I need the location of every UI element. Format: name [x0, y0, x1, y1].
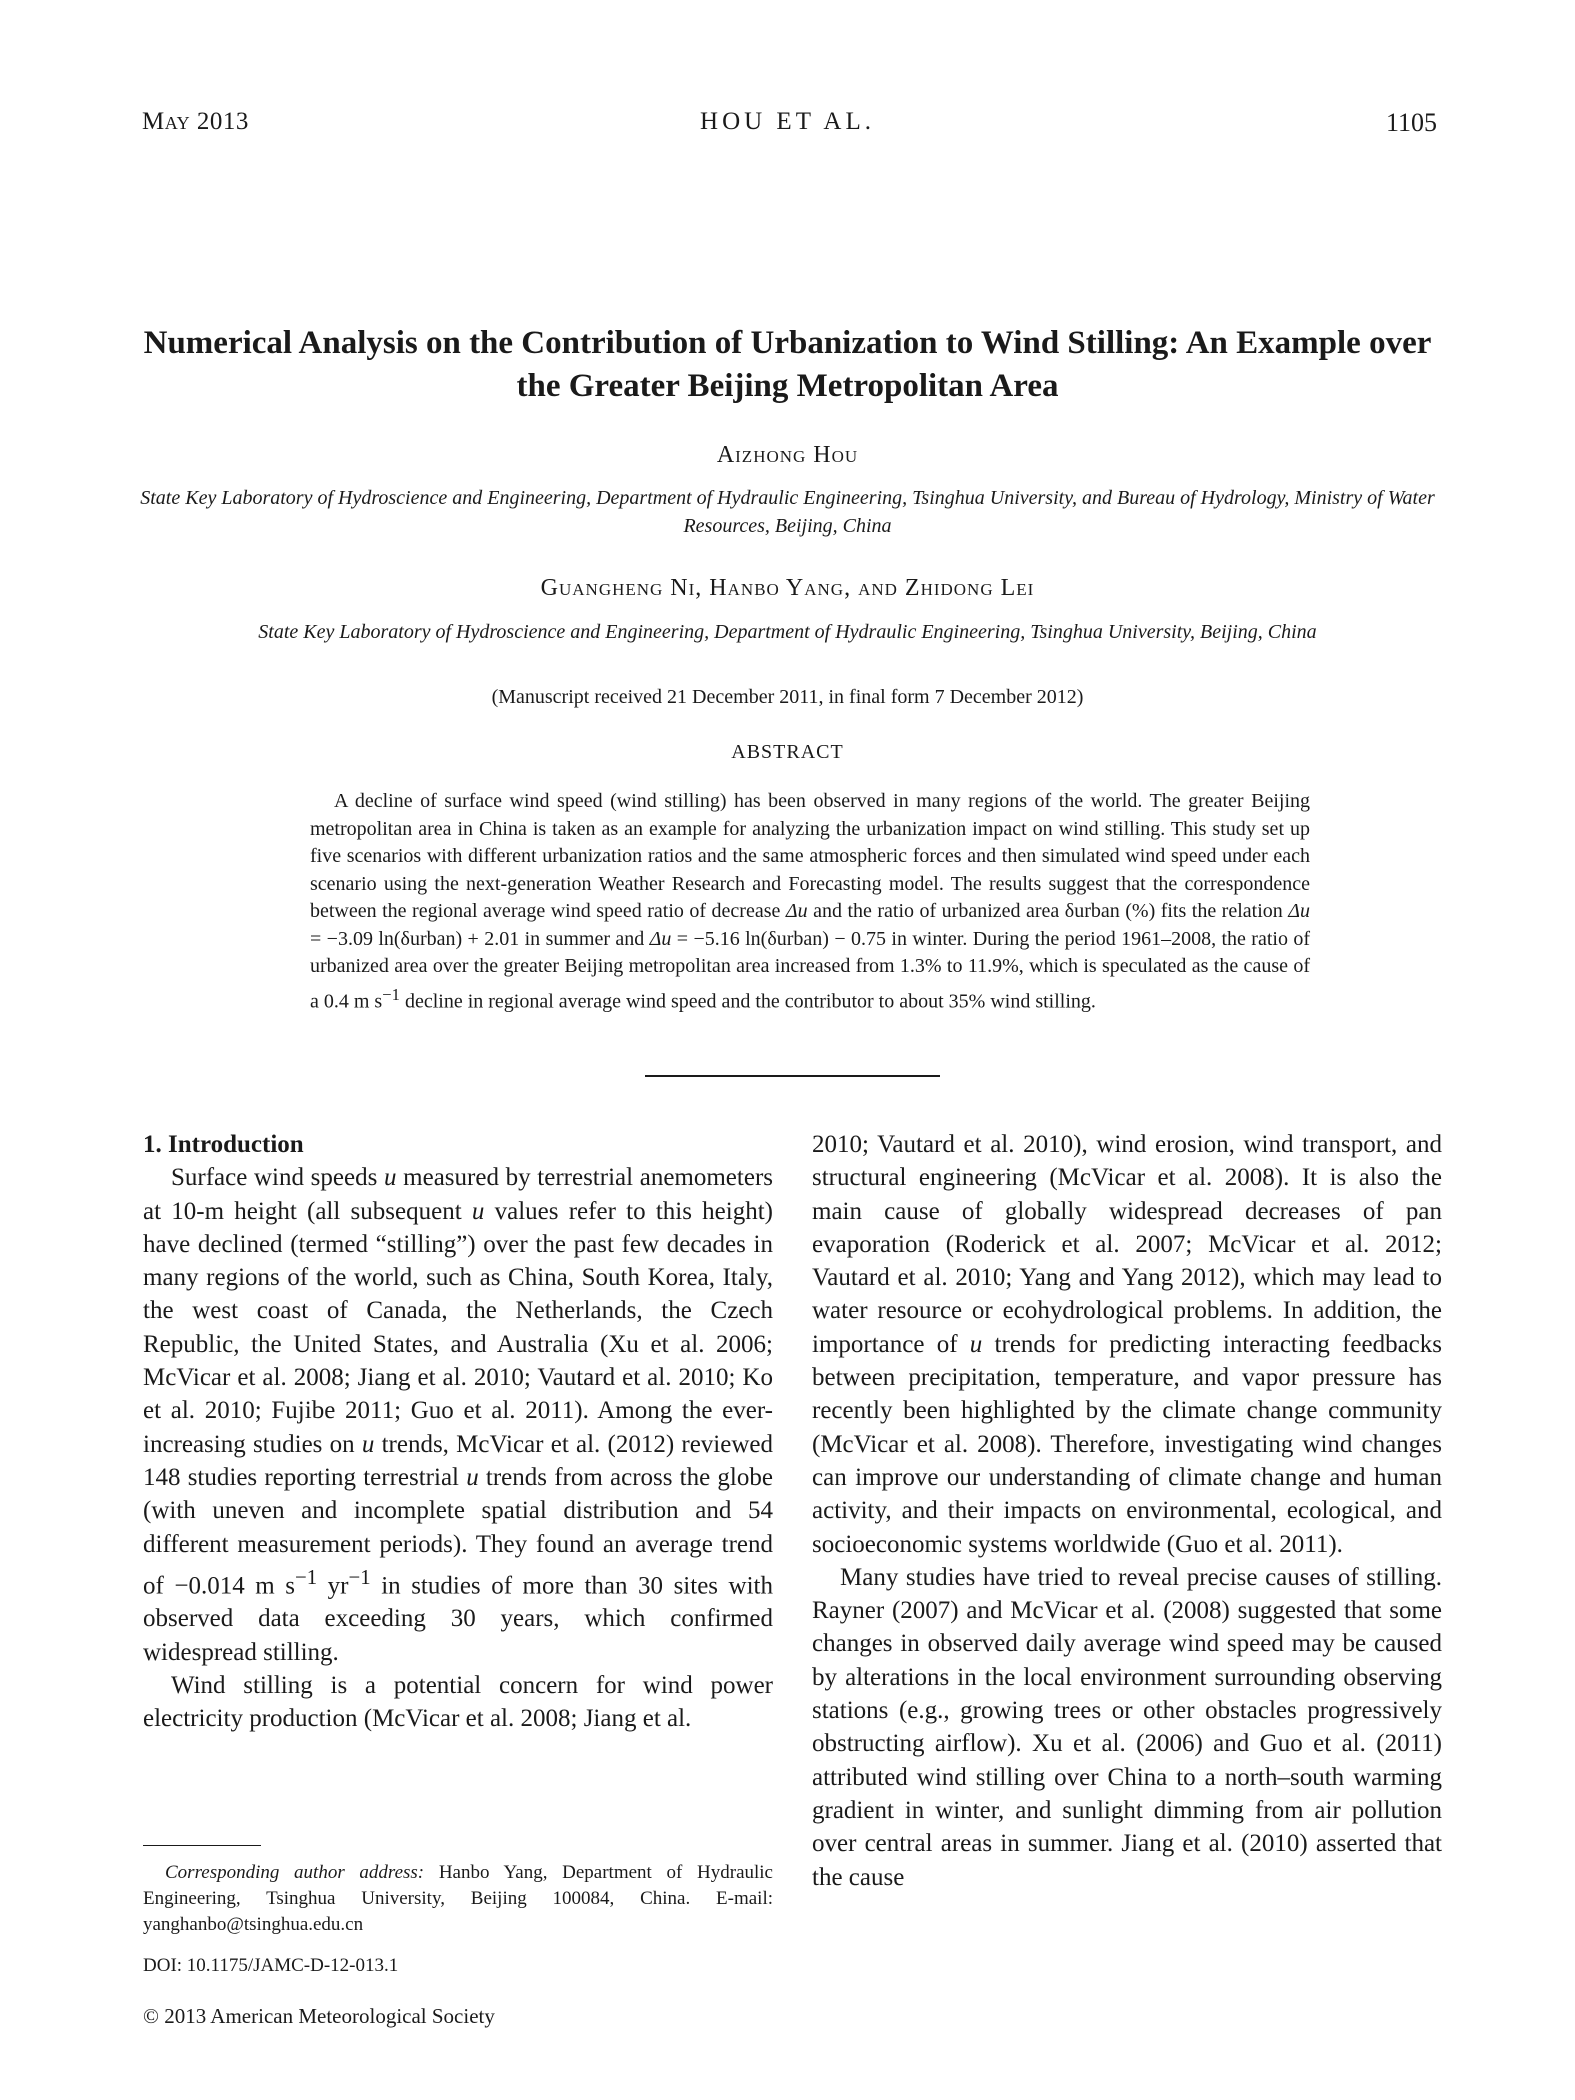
footnote-label: Corresponding author address: [165, 1862, 425, 1883]
abstract-text: A decline of surface wind speed (wind stilling) has been observed in many regions of the world. The greater Beijing metropolitan area in China is taken as an example for analyzing the urbanization impact on wind stilling. This study set up five scenarios with different urbanization ratios and the same atmospheric forces and then simulated wind speed under each scenario using the next-generation Weather Research and Forecasting model. The results suggest that the correspondence between the regional average wind speed ratio of decrease Δu and the ratio of urbanized area δurban (%) fits the relation Δu = −3.09 ln(δurban) + 2.01 in summer and Δu = −5.16 ln(δurban) − 0.75 in winter. During the period 1961–2008, the ratio of urbanized area over the greater Beijing metropolitan area increased from 1.3% to 11.9%, which is speculated as the cause of a 0.4 m $s^{-1}$ decline in regional average wind speed and the contributor to about 35% wind stilling. [310, 790, 1311, 1013]
paragraph: Many studies have tried to reveal precise causes of stilling. Rayner (2007) and McVicar et al. (2008) suggested that some changes in observed daily average wind speed may be caused by alterations in the local environment surrounding observing stations (e.g., growing trees or other obstacles progressively obstructing airflow). Xu et al. (2006) and Guo et al. (2011) attributed wind stilling over China to a north–south warming gradient in winter, and sunlight dimming from air pollution over central areas in summer. Jiang et al. (2010) asserted that the cause [812, 1563, 1442, 1891]
section-divider [645, 1075, 940, 1077]
footnote-divider [143, 1845, 261, 1846]
author-affiliation: State Key Laboratory of Hydroscience and Engineering, Department of Hydraulic Engineering, Tsinghua University, and Bureau of Hydrology, Ministry of Water Resources, Beijing, China [140, 487, 1435, 537]
section-heading: 1. Introduction [143, 1131, 304, 1158]
paragraph: 2010; Vautard et al. 2010), wind erosion, wind transport, and structural engineering (McVicar et al. 2008). It is also the main cause of globally widespread decreases of pan evaporation (Roderick et al. 2007; McVicar et al. 2012; Vautard et al. 2010; Yang and Yang 2012), which may lead to water resource or ecohydrological problems. In addition, the importance of u trends for predicting interacting feedbacks between precipitation, temperature, and vapor pressure has recently been highlighted by the climate change community (McVicar et al. 2008). Therefore, investigating wind changes can improve our understanding of climate change and human activity, and their impacts on environmental, ecological, and socioeconomic systems worldwide (Guo et al. 2011). [812, 1131, 1443, 1558]
author-names: Guangheng Ni, Hanbo Yang, and Zhidong Lei [540, 575, 1035, 601]
abstract-heading: ABSTRACT [731, 741, 844, 763]
paragraph: Wind stilling is a potential concern for wind power electricity production (McVicar et al. 2008; Jiang et al. [143, 1672, 773, 1733]
page-number: 1105 [1385, 108, 1437, 137]
running-header-date: May 2013 [142, 108, 249, 135]
footnote-text: Hanbo Yang, Department of Hydraulic Engineering, Tsinghua University, Beijing 100084, China. E-mail: yanghanbo@tsinghua.edu.cn [143, 1862, 773, 1935]
running-header-authors: HOU ET AL. [700, 108, 875, 135]
copyright: © 2013 American Meteorological Society [143, 2004, 495, 2028]
manuscript-dates: (Manuscript received 21 December 2011, in final form 7 December 2012) [491, 686, 1084, 708]
author-names: Aizhong Hou [716, 442, 859, 468]
footnote [143, 1860, 773, 1938]
right-column [812, 1128, 1442, 1894]
author-affiliation: State Key Laboratory of Hydroscience and Engineering, Department of Hydraulic Engineering, Tsinghua University, Beijing, China [258, 621, 1317, 643]
doi: DOI: 10.1175/JAMC-D-12-013.1 [143, 1955, 399, 1976]
paper-title: Numerical Analysis on the Contribution of Urbanization to Wind Stilling: An Example over the Greater Beijing Metropolitan Area [143, 325, 1432, 404]
left-column [143, 1128, 773, 1736]
paragraph: Surface wind speeds u measured by terrestrial anemometers at 10-m height (all subsequent u values refer to this height) have declined (termed “stilling”) over the past few decades in many regions of the world, such as China, South Korea, Italy, the west coast of Canada, the Netherlands, the Czech Republic, the United States, and Australia (Xu et al. 2006; McVicar et al. 2008; Jiang et al. 2010; Vautard et al. 2010; Ko et al. 2010; Fujibe 2011; Guo et al. 2011). Among the ever-increasing studies on u trends, McVicar et al. (2012) reviewed 148 studies reporting terrestrial u trends from across the globe (with uneven and incomplete spatial distribution and 54 different measurement periods). They found an average trend of −0.014 m $s^{-1}$ $yr^{-1}$ in studies of more than 30 sites with observed data exceeding 30 years, which confirmed widespread stilling. [143, 1164, 774, 1666]
